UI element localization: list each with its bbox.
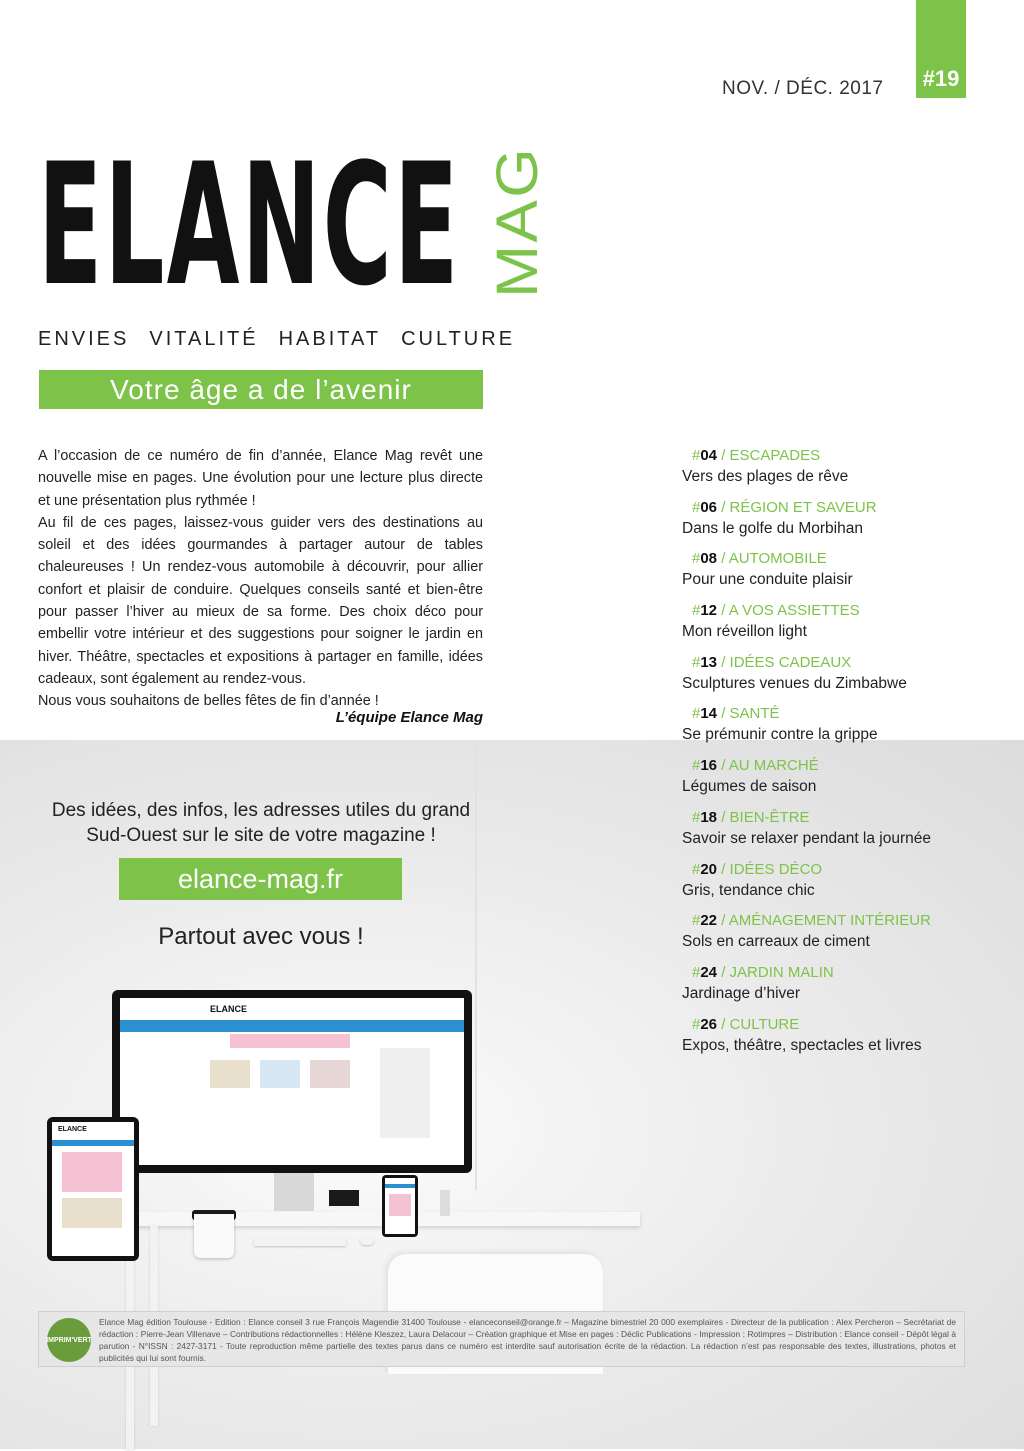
phone-illustration bbox=[382, 1175, 418, 1237]
toc-heading: #13 / IDÉES CADEAUX bbox=[692, 653, 852, 671]
toc-section: IDÉES CADEAUX bbox=[729, 653, 852, 671]
website-url-link[interactable]: elance-mag.fr bbox=[119, 858, 402, 900]
rubric-item: HABITAT bbox=[278, 327, 382, 350]
toc-section: AUTOMOBILE bbox=[728, 550, 827, 568]
toc-item[interactable] bbox=[682, 911, 1002, 963]
editorial-signature: L’équipe Elance Mag bbox=[335, 709, 483, 726]
toc-title: Se prémunir contre la grippe bbox=[682, 726, 878, 744]
toc-item[interactable] bbox=[682, 808, 1002, 860]
toc-page-number: 16 bbox=[700, 757, 718, 775]
masthead-subtitle: MAG bbox=[485, 146, 550, 298]
website-promo-text: Des idées, des infos, les adresses utiles du grand Sud-Ouest sur le site de votre magazine ! bbox=[51, 800, 471, 846]
toc-title: Légumes de saison bbox=[682, 778, 817, 796]
masthead-title: ELANCE bbox=[38, 127, 461, 323]
screen-thumbnail bbox=[210, 1060, 250, 1088]
toc-page-number: 22 bbox=[700, 912, 718, 930]
cup-illustration bbox=[194, 1214, 234, 1258]
screen-thumbnail bbox=[260, 1060, 300, 1088]
toc-heading: #16 / AU MARCHÉ bbox=[692, 757, 819, 775]
toc-item[interactable] bbox=[682, 963, 1002, 1015]
toc-title: Expos, théâtre, spectacles et livres bbox=[682, 1036, 922, 1054]
screen-logo: ELANCE bbox=[58, 1126, 87, 1133]
toc-heading: #12 / A VOS ASSIETTES bbox=[692, 602, 860, 620]
screen-banner bbox=[230, 1034, 350, 1048]
toc-section: RÉGION ET SAVEUR bbox=[729, 498, 877, 516]
screen-nav-bar bbox=[120, 1020, 464, 1032]
toc-title: Jardinage d’hiver bbox=[682, 984, 801, 1002]
rubric-item: CULTURE bbox=[401, 327, 516, 350]
toc-item[interactable] bbox=[682, 549, 1002, 601]
toc-page-number: 26 bbox=[700, 1015, 718, 1033]
toc-heading: #06 / RÉGION ET SAVEUR bbox=[692, 498, 877, 516]
rubric-item: ENVIES bbox=[38, 327, 130, 350]
screen-nav-bar bbox=[385, 1184, 415, 1188]
toc-title: Sols en carreaux de ciment bbox=[682, 933, 870, 951]
toc-page-number: 13 bbox=[700, 653, 718, 671]
toc-title: Vers des plages de rêve bbox=[682, 468, 849, 485]
editorial-paragraph: A l’occasion de ce numéro de fin d’année, Elance Mag revêt une nouvelle mise en pages. Une évolution pour une lecture plus directe et une présentation plus rythmée ! bbox=[38, 448, 483, 509]
rubrics-bar bbox=[38, 326, 516, 352]
toc-item[interactable] bbox=[682, 653, 1002, 705]
toc-item[interactable] bbox=[682, 498, 1002, 550]
toc-page-number: 08 bbox=[700, 550, 718, 568]
desk-illustration bbox=[100, 1212, 640, 1226]
screen-logo: ELANCE bbox=[210, 1004, 248, 1014]
tablet-illustration bbox=[47, 1117, 139, 1261]
editorial-text bbox=[38, 445, 483, 713]
toc-item[interactable] bbox=[682, 704, 1002, 756]
toc-title: Gris, tendance chic bbox=[682, 881, 815, 899]
screen-sidebar bbox=[380, 1048, 430, 1138]
editorial-paragraph: Nous vous souhaitons de belles fêtes de fin d’année ! bbox=[38, 693, 379, 710]
credits-text: Elance Mag édition Toulouse - Edition : Elance conseil 3 rue François Magendie 31400 Toulouse - elanceconseil@orange.fr – Magazine bimestriel 20 000 exemplaires - Directeur de la publication : Alex Percheron – Secrétariat de rédaction : Pierre-Jean Villenave – Contributions rédactionnelles : Hélène Kleszez, Laura Delacour – Création graphique et Mise en pages : Déclic Publications - Impression : Rotimpres – Distribution : Elance conseil - Dépôt légal à parution - N°ISSN : 2427-3171 - Toute reproduction même partielle des textes parus dans ce numéro est interdite sauf autorisation écrite de la rédaction. La rédaction n’est pas responsable des textes, illustrations, photos et publicités qui lui sont fournis. bbox=[99, 1317, 956, 1363]
toc-section: AMÉNAGEMENT INTÉRIEUR bbox=[728, 912, 931, 930]
toc-title: Dans le golfe du Morbihan bbox=[682, 519, 863, 537]
imprim-vert-badge-icon: IMPRIM'VERT bbox=[47, 1318, 91, 1362]
toc-heading: #18 / BIEN-ÊTRE bbox=[692, 808, 810, 826]
toc-heading: #22 / AMÉNAGEMENT INTÉRIEUR bbox=[692, 912, 931, 930]
screen-nav-bar bbox=[52, 1140, 134, 1146]
toc-page-number: 20 bbox=[700, 860, 718, 878]
toc-page-number: 12 bbox=[700, 602, 718, 620]
toc-heading: #04 / ESCAPADES bbox=[692, 447, 821, 464]
toc-section: CULTURE bbox=[729, 1015, 800, 1033]
table-of-contents bbox=[682, 446, 1002, 1066]
toc-item[interactable] bbox=[682, 756, 1002, 808]
toc-section: ESCAPADES bbox=[729, 447, 821, 464]
screen-thumbnail bbox=[62, 1152, 122, 1192]
tagline-banner: Votre âge a de l’avenir bbox=[39, 370, 483, 409]
toc-title: Mon réveillon light bbox=[682, 623, 807, 641]
issue-number-tab: #19 bbox=[916, 0, 966, 98]
toc-item[interactable] bbox=[682, 446, 1002, 498]
screen-thumbnail bbox=[62, 1198, 122, 1228]
keyboard-illustration bbox=[254, 1238, 346, 1246]
toc-page-number: 06 bbox=[700, 498, 718, 516]
toc-section: IDÉES DÉCO bbox=[729, 860, 823, 878]
toc-item[interactable] bbox=[682, 860, 1002, 912]
editorial-paragraph: Au fil de ces pages, laissez-vous guider vers des destinations au soleil et des idées gourmandes à partager autour de tables chaleureuses ! Un rendez-vous automobile à découvrir, pour allier confort et plaisir de conduire. Quelques conseils santé et bien-être pour passer l’hiver au mieux de sa forme. Des choix déco pour embellir votre intérieur et des suggestions pour soigner le jardin en hiver. Théâtre, spectacles et expositions à partager en famille, idées cadeaux, sont également au rendez-vous. bbox=[38, 514, 483, 687]
toc-item[interactable] bbox=[682, 601, 1002, 653]
toc-page-number: 24 bbox=[700, 963, 718, 981]
toc-section: BIEN-ÊTRE bbox=[729, 808, 810, 826]
tablet-screen bbox=[52, 1122, 134, 1256]
issue-date: NOV. / DÉC. 2017 bbox=[722, 78, 884, 99]
toc-heading: #26 / CULTURE bbox=[692, 1015, 800, 1033]
toc-section: A VOS ASSIETTES bbox=[728, 602, 860, 620]
masthead-logo bbox=[38, 127, 550, 323]
toc-section: JARDIN MALIN bbox=[729, 963, 834, 981]
publication-credits bbox=[38, 1311, 965, 1367]
phone-screen bbox=[385, 1178, 415, 1234]
screen-thumbnail bbox=[310, 1060, 350, 1088]
toc-page-number: 04 bbox=[700, 447, 718, 464]
speaker-illustration bbox=[329, 1190, 359, 1206]
toc-section: SANTÉ bbox=[729, 705, 780, 723]
monitor-screen bbox=[120, 998, 464, 1165]
rubric-item: VITALITÉ bbox=[149, 327, 259, 350]
toc-title: Sculptures venues du Zimbabwe bbox=[682, 674, 907, 692]
toc-page-number: 14 bbox=[700, 705, 718, 723]
toc-section: AU MARCHÉ bbox=[728, 757, 819, 775]
toc-item[interactable] bbox=[682, 1015, 1002, 1067]
toc-heading: #08 / AUTOMOBILE bbox=[692, 550, 827, 568]
toc-heading: #24 / JARDIN MALIN bbox=[692, 963, 834, 981]
toc-title: Pour une conduite plaisir bbox=[682, 571, 853, 589]
toc-title: Savoir se relaxer pendant la journée bbox=[682, 829, 932, 847]
toc-heading: #20 / IDÉES DÉCO bbox=[692, 860, 823, 878]
monitor-stand bbox=[274, 1173, 314, 1211]
screen-thumbnail bbox=[389, 1194, 411, 1216]
mouse-illustration bbox=[360, 1236, 374, 1245]
vase-illustration bbox=[440, 1190, 450, 1216]
toc-heading: #14 / SANTÉ bbox=[692, 705, 780, 723]
toc-page-number: 18 bbox=[700, 808, 718, 826]
monitor-illustration bbox=[112, 990, 472, 1173]
promo-slogan: Partout avec vous ! bbox=[158, 923, 364, 950]
